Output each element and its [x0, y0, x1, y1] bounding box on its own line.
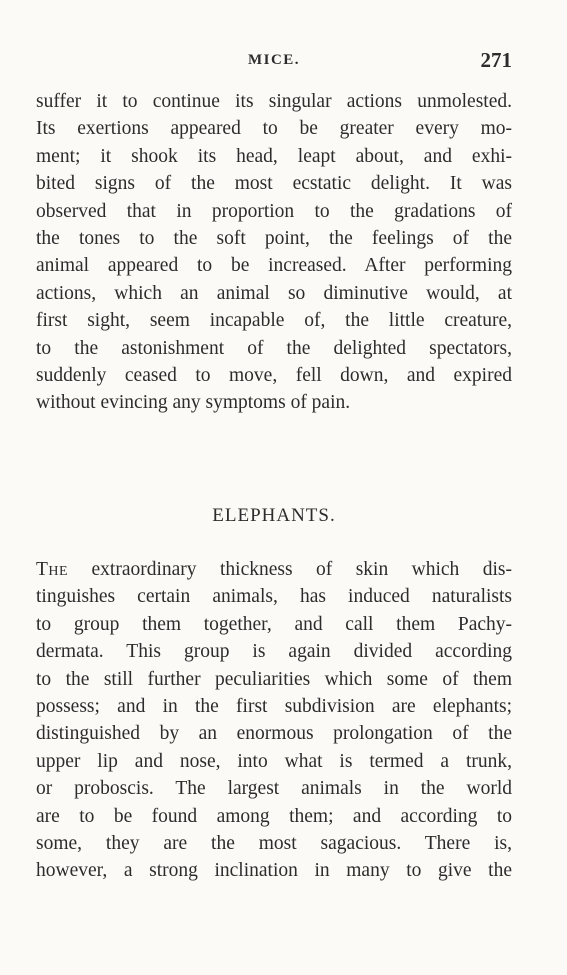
text-line: dermata. This group is again divided according: [36, 641, 512, 663]
text-line: bited signs of the most ecstatic delight. It was: [36, 173, 512, 195]
paragraph-mice-conclusion: [36, 88, 512, 417]
first-line-rest: extraordinary thickness of skin which dis-: [68, 559, 512, 580]
page-number: 271: [480, 48, 512, 72]
text-line: ment; it shook its head, leapt about, and exhi-: [36, 145, 512, 167]
text-line-first: [36, 556, 512, 583]
text-line: are to be found among them; and according to: [36, 805, 512, 827]
text-line: some, they are the most sagacious. There is,: [36, 832, 512, 854]
running-head: [36, 48, 512, 74]
text-line: without evincing any symptoms of pain.: [36, 392, 351, 414]
text-line: or proboscis. The largest animals in the world: [36, 778, 512, 800]
text-line: possess; and in the first subdivision are elephants;: [36, 695, 512, 717]
text-line: actions, which an animal so diminutive would, at: [36, 282, 512, 304]
text-line: first sight, seem incapable of, the little creature,: [36, 310, 512, 332]
text-line: animal appeared to be increased. After performing: [36, 255, 512, 277]
section-heading: ELEPHANTS.: [212, 505, 336, 526]
text-line: to group them together, and call them Pachy-: [36, 613, 512, 635]
text-line: to the still further peculiarities which some of them: [36, 668, 512, 690]
text-line: to the astonishment of the delighted spectators,: [36, 337, 512, 359]
first-word: The: [36, 559, 69, 580]
text-line: tinguishes certain animals, has induced naturalists: [36, 586, 512, 608]
paragraph-elephants: [36, 556, 512, 885]
text-line: distinguished by an enormous prolongation of the: [36, 723, 512, 745]
text-line: however, a strong inclination in many to give the: [36, 860, 512, 882]
text-line: the tones to the soft point, the feelings of the: [36, 227, 512, 249]
text-line: upper lip and nose, into what is termed a trunk,: [36, 750, 512, 772]
text-line: suddenly ceased to move, fell down, and expired: [36, 364, 512, 386]
text-line: observed that in proportion to the gradations of: [36, 200, 512, 222]
running-head-title: MICE.: [247, 52, 301, 68]
text-line: suffer it to continue its singular actions unmolested.: [36, 91, 512, 112]
text-line: Its exertions appeared to be greater every mo-: [36, 118, 512, 140]
